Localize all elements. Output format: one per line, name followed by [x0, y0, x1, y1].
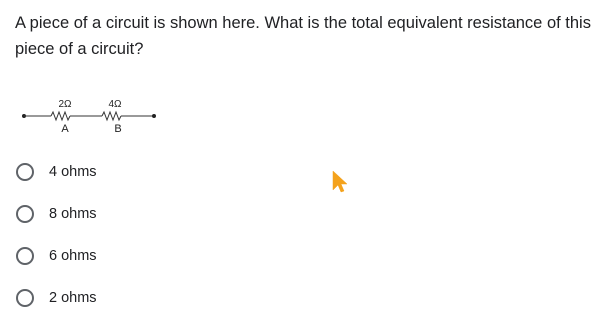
- option-6-ohms[interactable]: [16, 243, 97, 269]
- resistor-a-label: A: [61, 123, 69, 135]
- option-label: 6 ohms: [49, 248, 97, 264]
- mouse-cursor-icon: [332, 170, 348, 194]
- resistor-b-label: B: [114, 123, 122, 135]
- question-text: A piece of a circuit is shown here. What is the total equivalent resistance of this piece of a circuit?: [15, 14, 591, 58]
- radio-button[interactable]: [16, 247, 34, 265]
- radio-button[interactable]: [16, 205, 34, 223]
- radio-button[interactable]: [16, 289, 34, 307]
- circuit-diagram: [18, 94, 168, 138]
- resistor-b-zigzag: [102, 112, 121, 120]
- resistor-a-value: 2Ω: [58, 99, 72, 110]
- radio-button[interactable]: [16, 163, 34, 181]
- option-4-ohms[interactable]: [16, 159, 97, 185]
- option-8-ohms[interactable]: [16, 201, 97, 227]
- option-label: 8 ohms: [49, 206, 97, 222]
- option-label: 2 ohms: [49, 290, 97, 306]
- option-2-ohms[interactable]: [16, 285, 97, 311]
- right-terminal: [152, 114, 156, 118]
- option-label: 4 ohms: [49, 164, 97, 180]
- resistor-b-value: 4Ω: [108, 99, 122, 110]
- resistor-a-zigzag: [51, 112, 70, 120]
